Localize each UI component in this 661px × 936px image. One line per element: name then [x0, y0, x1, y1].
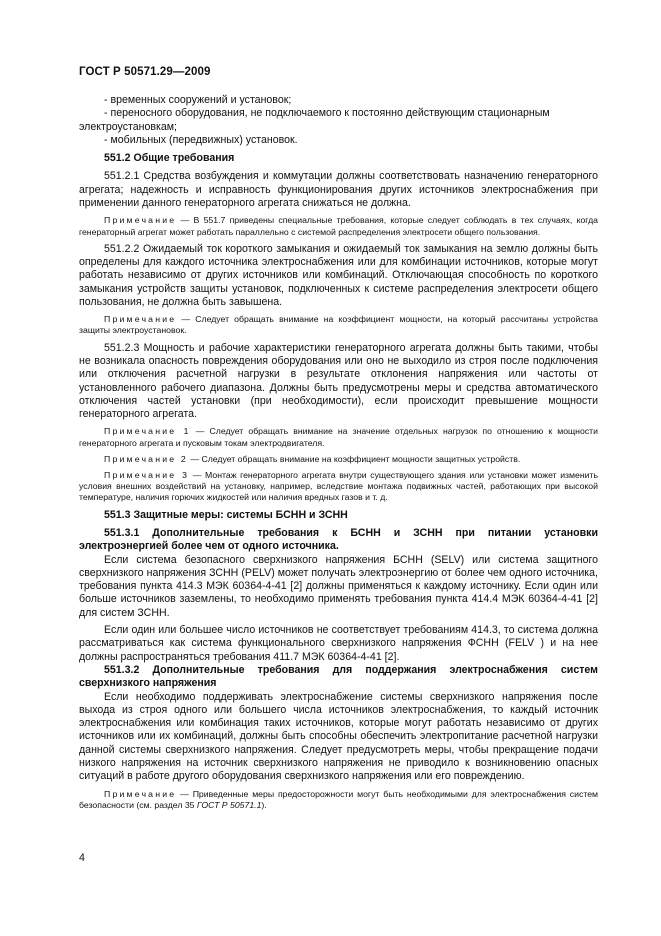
- note-text: — Следует обращать внимание на коэффициент мощности защитных устройств.: [187, 453, 521, 464]
- note-label: Примечание: [104, 314, 177, 325]
- note: [79, 215, 598, 237]
- list-item: - временных сооружений и установок;: [104, 94, 292, 106]
- list-item-continuation: электроустановкам;: [79, 120, 177, 133]
- note-text: — Монтаж генераторного агрегата внутри существующего здания или установки может изменить условия внешних воздействий на установку, например, вследствие монтажа подвижных частей, работающих при высокой температуре, наличия горючих жидкостей или наличия вредных газов и т. д.: [79, 470, 598, 503]
- subsection-heading: 551.3.2 Дополнительные требования для поддержания электроснабжения систем сверхнизкого напряжения: [79, 663, 598, 690]
- section-heading: 551.2 Общие требования: [104, 152, 235, 165]
- note-label: Примечание: [104, 788, 177, 799]
- note: [79, 789, 598, 811]
- list-item: - переносного оборудования, не подключаемого к постоянно действующим стационарным: [104, 107, 550, 120]
- note-text: — Приведенные меры предосторожности могут быть необходимыми для электроснабжения систем безопасности (см. раздел 35: [79, 788, 598, 810]
- section-heading: 551.3 Защитные меры: системы БСНН и ЗСНН: [104, 508, 348, 521]
- note-label: Примечание 2: [104, 453, 188, 464]
- paragraph: Если один или большее число источников не соответствует требованиям 414.3, то система должна рассматриваться как система функционального сверхнизкого напряжения ФСНН (FELV ) и на нее должны распространяться требования 411.7 МЭК 60364-4-41 [2].: [79, 624, 598, 663]
- running-header: ГОСТ Р 50571.29—2009: [79, 66, 211, 78]
- note: [79, 426, 598, 448]
- subsection-heading: 551.3.1 Дополнительные требования к БСНН и ЗСНН при питании установки электроэнергией более чем от одного источника.: [79, 526, 598, 553]
- note-label: Примечание 3: [104, 470, 190, 481]
- paragraph: 551.2.3 Мощность и рабочие характеристики генераторного агрегата должны быть такими, чтобы не возникала опасность повреждения оборудования или оно не выходило из строя после подключения или отключения расчетной нагрузки в результате отклонения напряжения или частоты от установленного рабочего диапазона. Должны быть предусмотрены меры и средства автоматического отключения частей установки (при необходимости), если происходит превышение мощности генераторного агрегата.: [79, 341, 598, 421]
- page-body: [79, 94, 598, 816]
- note: [79, 470, 598, 504]
- standard-reference: ГОСТ Р 50571.1: [196, 799, 262, 810]
- note-text: — Следует обращать внимание на коэффициент мощности, на который рассчитаны устройства защиты электроустановок.: [79, 314, 598, 336]
- note-text: — В 551.7 приведены специальные требования, которые следует соблюдать в тех случаях, когда генераторный агрегат может работать параллельно с системой распределения электросети общего пользования.: [79, 215, 598, 237]
- paragraph: 551.2.1 Средства возбуждения и коммутации должны соответствовать назначению генераторного агрегата; надежность и исправность функционирования других источников электроснабжения при применении данного генераторного агрегата снижаться не должна.: [79, 170, 598, 210]
- list-item: - мобильных (передвижных) установок.: [104, 133, 298, 146]
- note: [79, 314, 598, 336]
- note: [79, 454, 598, 465]
- page-number: 4: [79, 852, 85, 864]
- note-text: ).: [261, 799, 267, 810]
- note-label: Примечание 1: [104, 426, 191, 437]
- note-text: — Следует обращать внимание на значение отдельных нагрузок по отношению к мощности генераторного агрегата и пусковым токам электродвигателя.: [79, 426, 598, 448]
- paragraph: Если необходимо поддерживать электроснабжение системы сверхнизкого напряжения после выхода из строя одного или большего числа источников электроснабжения, то каждый источник электроснабжения или комбинация таких источников, которые могут работать независимо от других источников или их комбинаций, должны быть способны обеспечить электропитание расчетной нагрузки данной системы сверхнизкого напряжения. Следует предусмотреть меры, чтобы прекращение подачи низкого напряжения на источник сверхнизкого напряжения не приводило к возникновению опасных ситуаций в работе другого оборудования сверхнизкого напряжения или его повреждению.: [79, 690, 598, 783]
- paragraph: 551.2.2 Ожидаемый ток короткого замыкания и ожидаемый ток замыкания на землю должны быть определены для каждого источника электроснабжения или для комбинации источников, которые могут работать независимо от других источников или комбинаций. Отключающая способность по короткого замыкания устройств защиты установок, подключенных к системе распределения электросети общего пользования, не должна быть завышена.: [79, 242, 598, 308]
- note-label: Примечание: [104, 215, 177, 226]
- paragraph: Если система безопасного сверхнизкого напряжения БСНН (SELV) или система защитного сверхнизкого напряжения ЗСНН (PELV) может получать электроэнергию от более чем одного источника, требования пункта 414.3 МЭК 60364-4-41 [2] должны применяться к каждому источнику. Если один или больше источников заземлены, то необходимо применять требования пункта 414.4 МЭК 60364-4-41 [2] для систем ЗСНН.: [79, 553, 598, 619]
